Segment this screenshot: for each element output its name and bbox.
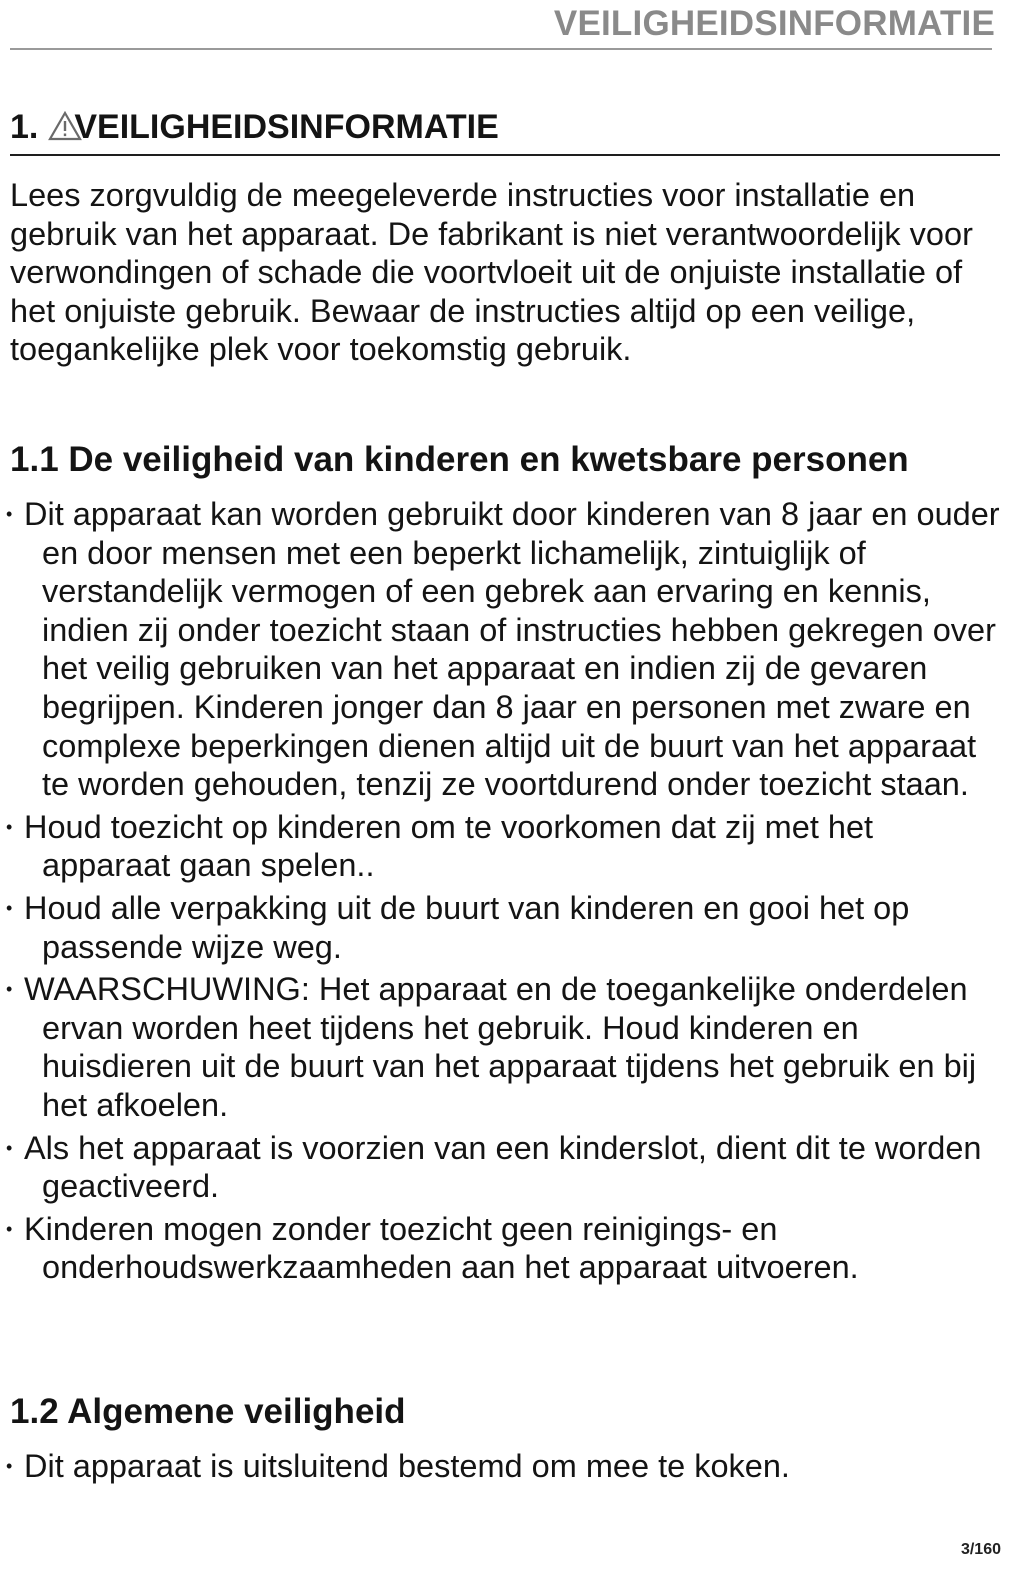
section-title (10, 108, 499, 147)
general-safety-list (0, 1447, 1010, 1486)
list-item: • Kinderen mogen zonder toezicht geen reinigings- en onderhoudswerkzaamheden aan het apparaat uitvoeren. (6, 1210, 859, 1286)
list-item: • Houd alle verpakking uit de buurt van kinderen en gooi het op passende wijze weg. (6, 889, 910, 965)
bullet-icon: • (6, 816, 13, 837)
intro-paragraph: Lees zorgvuldig de meegeleverde instructies voor installatie en gebruik van het apparaat. De fabrikant is niet verantwoordelijk voor verwondingen of schade die voortvloeit uit de onjuiste installatie of het onjuiste gebruik. Bewaar de instructies altijd op een veilige, toegankelijke plek voor toekomstig gebruik. (10, 177, 973, 368)
subsection-heading-children-safety: 1.1 De veiligheid van kinderen en kwetsbare personen (10, 440, 909, 479)
section-number: 1. (10, 108, 39, 146)
page-number: 3/160 (960, 1541, 1001, 1558)
list-item: • Houd toezicht op kinderen om te voorkomen dat zij met het apparaat gaan spelen.. (6, 808, 874, 884)
header-divider (10, 48, 992, 50)
bullet-icon: • (6, 979, 13, 1000)
bullet-icon: • (6, 1137, 13, 1158)
bullet-icon: • (6, 504, 13, 524)
children-safety-list (0, 495, 1010, 1287)
section-divider (10, 154, 1000, 156)
list-item: • Als het apparaat is voorzien van een kinderslot, dient dit te worden geactiveerd. (6, 1129, 982, 1205)
list-item: • WAARSCHUWING: Het apparaat en de toegankelijke onderdelen ervan worden heet tijdens het gebruik. Houd kinderen en huisdieren uit de buurt van het apparaat tijdens het gebruik en bij het afkoelen. (6, 971, 977, 1123)
section-title-text: VEILIGHEIDSINFORMATIE (74, 108, 499, 146)
bullet-icon: • (6, 897, 13, 918)
bullet-icon: • (6, 1218, 13, 1239)
subsection-heading-general-safety: 1.2 Algemene veiligheid (10, 1392, 406, 1431)
warning-triangle-icon (48, 111, 82, 141)
list-item: • Dit apparaat is uitsluitend bestemd om mee te koken. (6, 1448, 790, 1484)
bullet-icon: • (6, 1456, 13, 1476)
running-header-title: VEILIGHEIDSINFORMATIE (553, 4, 995, 43)
list-item: • Dit apparaat kan worden gebruikt door kinderen van 8 jaar en ouder en door mensen met een beperkt lichamelijk, zintuiglijk of verstandelijk vermogen of een gebrek aan ervaring en kennis, indien zij onder toezicht staan of instructies hebben gekregen over het veilig gebruiken van het apparaat en indien zij de gevaren begrijpen. Kinderen jonger dan 8 jaar en personen met zware en complexe beperkingen dienen altijd uit de buurt van het apparaat te worden gehouden, tenzij ze voortdurend onder toezicht staan. (6, 496, 1000, 803)
